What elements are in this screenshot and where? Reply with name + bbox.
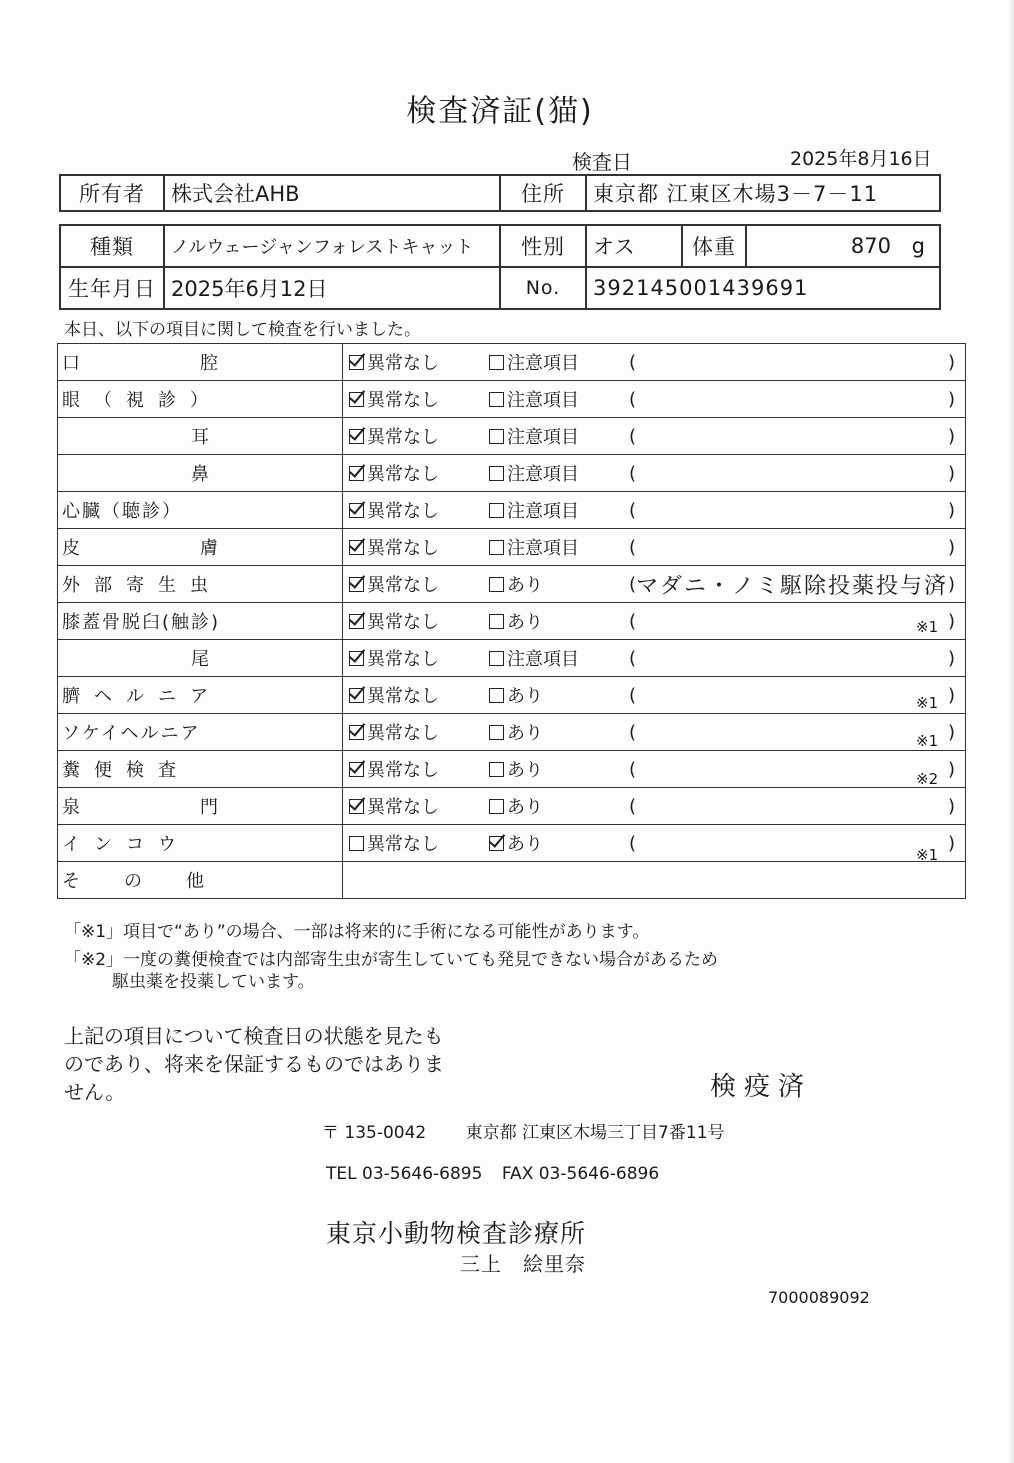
exam-row [58, 714, 966, 751]
option-normal[interactable] [343, 830, 489, 856]
exam-item-name [58, 862, 343, 899]
option-normal[interactable] [343, 349, 489, 375]
note-2: 「※2」一度の糞便検査では内部寄生虫が寄生していても発見できない場合があるため [64, 950, 719, 970]
exam-item-options [343, 640, 966, 677]
option-normal-label: 異常なし [367, 723, 439, 744]
open-paren: ( [629, 610, 637, 632]
exam-item-name [58, 381, 343, 418]
remarks-field[interactable] [619, 537, 965, 558]
exam-item-options [343, 751, 966, 788]
exam-item-name [58, 640, 343, 677]
owner-table [59, 174, 941, 212]
checkbox-icon[interactable] [349, 614, 364, 629]
exam-item-options [343, 529, 966, 566]
option-normal-label: 異常なし [367, 390, 439, 411]
remarks-field[interactable] [619, 426, 965, 447]
exam-row [58, 751, 966, 788]
option-attention[interactable] [489, 756, 619, 782]
exam-item-options [343, 788, 966, 825]
breed-label: 種類 [60, 225, 164, 267]
option-normal-label: 異常なし [367, 612, 439, 633]
owner-value: 株式会社AHB [164, 175, 500, 211]
checkbox-icon[interactable] [489, 429, 504, 444]
checkbox-icon[interactable] [349, 836, 364, 851]
exam-item-options [343, 677, 966, 714]
exam-row [58, 418, 966, 455]
exam-item-label: 鼻 [191, 464, 209, 485]
remarks-field[interactable] [619, 833, 965, 854]
open-paren: ( [629, 388, 637, 410]
vet-name: 三上 絵里奈 [460, 1252, 586, 1276]
exam-item-options [343, 455, 966, 492]
note-1: 「※1」項目で“あり”の場合、一部は将来的に手術になる可能性があります。 [64, 922, 650, 942]
exam-item-options [343, 418, 966, 455]
exam-item-name [58, 677, 343, 714]
option-attention-label: あり [507, 612, 543, 633]
exam-item-label: ソケイヘルニア [62, 723, 201, 744]
owner-label: 所有者 [60, 175, 164, 211]
option-normal[interactable] [343, 571, 489, 597]
footnote-mark: ※1 [916, 618, 939, 636]
option-attention[interactable] [489, 608, 619, 634]
exam-row [58, 603, 966, 640]
exam-item-label: 口腔 [62, 353, 338, 374]
exam-item-options [343, 492, 966, 529]
checkbox-icon[interactable] [489, 577, 504, 592]
option-normal[interactable] [343, 534, 489, 560]
exam-item-name [58, 603, 343, 640]
close-paren: ) [948, 351, 956, 373]
option-normal[interactable] [343, 460, 489, 486]
exam-item-options [343, 603, 966, 640]
exam-item-options [343, 344, 966, 381]
checkbox-icon[interactable] [489, 466, 504, 481]
option-attention-label: あり [507, 797, 543, 818]
checkbox-icon[interactable] [489, 540, 504, 555]
number-value: 392145001439691 [586, 267, 940, 309]
note-3: 駆虫薬を投薬しています。 [112, 972, 315, 992]
remarks-text: マダニ・ノミ駆除投薬投与済 [636, 573, 949, 599]
option-normal-label: 異常なし [367, 427, 439, 448]
animal-table [59, 224, 941, 310]
checkbox-icon[interactable] [349, 355, 364, 370]
option-attention-label: 注意項目 [507, 649, 579, 670]
checkbox-icon[interactable] [349, 503, 364, 518]
sex-label: 性別 [500, 225, 586, 267]
exam-table [57, 343, 966, 899]
checkbox-icon[interactable] [349, 466, 364, 481]
checkbox-icon[interactable] [349, 688, 364, 703]
option-normal[interactable] [343, 608, 489, 634]
exam-item-label: 尾 [191, 649, 209, 670]
option-normal[interactable] [343, 423, 489, 449]
intro-text: 本日、以下の項目に関して検査を行いました。 [64, 320, 421, 340]
document-number: 7000089092 [768, 1288, 870, 1307]
option-attention-label: 注意項目 [507, 464, 579, 485]
open-paren: ( [629, 573, 637, 595]
exam-item-label: 外部寄生虫 [62, 575, 222, 596]
option-attention[interactable] [489, 386, 619, 412]
number-label: No. [500, 267, 586, 309]
option-normal-label: 異常なし [367, 501, 439, 522]
clinic-postal-address [322, 1118, 725, 1143]
exam-row [58, 344, 966, 381]
breed-value: ノルウェージャンフォレストキャット [164, 225, 500, 267]
address-label: 住所 [500, 175, 586, 211]
other-label-text: その他 [62, 871, 248, 892]
checkbox-icon[interactable] [349, 799, 364, 814]
exam-item-name [58, 714, 343, 751]
remarks-field[interactable] [619, 352, 965, 373]
close-paren: ) [948, 499, 956, 521]
option-normal-label: 異常なし [367, 649, 439, 670]
open-paren: ( [629, 647, 637, 669]
option-attention-label: あり [507, 686, 543, 707]
quarantine-stamp: 検疫済 [710, 1072, 813, 1102]
remarks-field[interactable] [619, 648, 965, 669]
option-attention[interactable] [489, 460, 619, 486]
exam-item-label: 心臓（聴診） [62, 501, 182, 522]
exam-row [58, 677, 966, 714]
exam-item-label: 眼（視診） [62, 390, 222, 411]
exam-row [58, 788, 966, 825]
close-paren: ) [948, 610, 956, 632]
option-normal[interactable] [343, 682, 489, 708]
birth-label: 生年月日 [60, 267, 164, 309]
checkbox-icon[interactable] [349, 429, 364, 444]
exam-item-name [58, 455, 343, 492]
option-attention-label: 注意項目 [507, 390, 579, 411]
close-paren: ) [948, 758, 956, 780]
address-value: 東京都 江東区木場3－7－11 [586, 175, 940, 211]
checkbox-icon[interactable] [489, 725, 504, 740]
remarks-field[interactable] [619, 685, 965, 706]
open-paren: ( [629, 795, 637, 817]
open-paren: ( [629, 499, 637, 521]
exam-item-options [343, 825, 966, 862]
exam-row [58, 825, 966, 862]
clinic-address: 東京都 江東区木場三丁目7番11号 [465, 1123, 725, 1143]
document-title: 検査済証(猫) [406, 94, 594, 129]
close-paren: ) [948, 573, 956, 595]
option-normal-label: 異常なし [367, 834, 439, 855]
checkbox-icon[interactable] [489, 762, 504, 777]
open-paren: ( [629, 758, 637, 780]
exam-item-name [58, 825, 343, 862]
weight-label: 体重 [682, 225, 746, 267]
option-attention-label: 注意項目 [507, 353, 579, 374]
close-paren: ) [948, 536, 956, 558]
option-normal-label: 異常なし [367, 686, 439, 707]
exam-item-options [343, 381, 966, 418]
option-attention[interactable] [489, 719, 619, 745]
checkbox-icon[interactable] [349, 392, 364, 407]
option-normal-label: 異常なし [367, 464, 439, 485]
remarks-field[interactable] [619, 722, 965, 743]
checkbox-icon[interactable] [489, 688, 504, 703]
option-normal-label: 異常なし [367, 797, 439, 818]
exam-item-name [58, 566, 343, 603]
open-paren: ( [629, 425, 637, 447]
option-attention[interactable] [489, 645, 619, 671]
footnote-mark: ※1 [916, 694, 939, 712]
exam-item-name [58, 344, 343, 381]
exam-item-label: 臍ヘルニア [62, 686, 222, 707]
exam-date-label: 検査日 [572, 150, 632, 174]
exam-item-label: 皮膚 [62, 538, 338, 559]
option-normal[interactable] [343, 756, 489, 782]
weight-unit: g [911, 234, 925, 258]
remarks-field[interactable] [619, 500, 965, 521]
option-attention[interactable] [489, 423, 619, 449]
exam-item-options [343, 566, 966, 603]
option-attention[interactable] [489, 349, 619, 375]
option-attention-label: 注意項目 [507, 427, 579, 448]
postal-code: 〒 135-0042 [322, 1123, 427, 1143]
exam-item-label: インコウ [62, 834, 190, 855]
disclaimer: 上記の項目について検査日の状態を見たものであり、将来を保証するものではありません。 [64, 1024, 444, 1104]
close-paren: ) [948, 388, 956, 410]
checkbox-icon[interactable] [349, 762, 364, 777]
clinic-name: 東京小動物検査診療所 [326, 1219, 587, 1248]
open-paren: ( [629, 684, 637, 706]
option-attention-label: 注意項目 [507, 501, 579, 522]
option-attention-label: あり [507, 760, 543, 781]
footnote-mark: ※2 [916, 770, 939, 788]
option-attention[interactable] [489, 497, 619, 523]
remarks-field[interactable] [619, 569, 965, 600]
footnote-mark: ※1 [916, 846, 939, 864]
exam-item-label: 耳 [191, 427, 209, 448]
weight-cell [746, 225, 940, 267]
checkbox-icon[interactable] [489, 651, 504, 666]
option-attention[interactable] [489, 534, 619, 560]
exam-item-name [58, 492, 343, 529]
option-normal-label: 異常なし [367, 538, 439, 559]
checkbox-icon[interactable] [489, 355, 504, 370]
exam-item-label: 膝蓋骨脱臼(触診) [62, 612, 221, 633]
exam-row-other [58, 862, 966, 899]
open-paren: ( [629, 536, 637, 558]
close-paren: ) [948, 832, 956, 854]
remarks-field[interactable] [619, 611, 965, 632]
option-normal[interactable] [343, 719, 489, 745]
other-field[interactable] [343, 862, 966, 899]
checkbox-icon[interactable] [489, 503, 504, 518]
checkbox-icon[interactable] [349, 577, 364, 592]
option-normal[interactable] [343, 645, 489, 671]
option-attention-label: 注意項目 [507, 538, 579, 559]
option-attention-label: あり [507, 723, 543, 744]
close-paren: ) [948, 795, 956, 817]
option-attention[interactable] [489, 571, 619, 597]
birth-value: 2025年6月12日 [164, 267, 500, 309]
exam-row [58, 455, 966, 492]
page-edge [1008, 0, 1014, 1463]
exam-item-name [58, 418, 343, 455]
option-attention-label: あり [507, 834, 543, 855]
option-normal-label: 異常なし [367, 353, 439, 374]
exam-row [58, 566, 966, 603]
exam-row [58, 492, 966, 529]
footnote-mark: ※1 [916, 732, 939, 750]
close-paren: ) [948, 684, 956, 706]
exam-item-label: 糞便検査 [62, 760, 190, 781]
checkbox-icon[interactable] [349, 540, 364, 555]
checkbox-icon[interactable] [489, 836, 504, 851]
open-paren: ( [629, 832, 637, 854]
option-normal-label: 異常なし [367, 575, 439, 596]
remarks-field[interactable] [619, 796, 965, 817]
option-normal-label: 異常なし [367, 760, 439, 781]
contact-line [326, 1164, 659, 1184]
remarks-field[interactable] [619, 759, 965, 780]
close-paren: ) [948, 425, 956, 447]
exam-item-name [58, 788, 343, 825]
checkbox-icon[interactable] [349, 651, 364, 666]
open-paren: ( [629, 721, 637, 743]
sex-value: オス [586, 225, 682, 267]
exam-item-options [343, 714, 966, 751]
checkbox-icon[interactable] [489, 614, 504, 629]
open-paren: ( [629, 462, 637, 484]
tel-number: TEL 03-5646-6895 [326, 1164, 483, 1184]
option-normal[interactable] [343, 793, 489, 819]
exam-row [58, 529, 966, 566]
exam-row [58, 640, 966, 677]
exam-row [58, 381, 966, 418]
exam-item-label: 泉門 [62, 797, 338, 818]
exam-date-value: 2025年8月16日 [790, 148, 932, 170]
option-normal[interactable] [343, 497, 489, 523]
close-paren: ) [948, 647, 956, 669]
exam-item-name [58, 529, 343, 566]
other-label [62, 867, 338, 893]
option-normal[interactable] [343, 386, 489, 412]
close-paren: ) [948, 462, 956, 484]
option-attention[interactable] [489, 830, 619, 856]
checkbox-icon[interactable] [489, 799, 504, 814]
remarks-field[interactable] [619, 389, 965, 410]
option-attention[interactable] [489, 793, 619, 819]
checkbox-icon[interactable] [489, 392, 504, 407]
open-paren: ( [629, 351, 637, 373]
close-paren: ) [948, 721, 956, 743]
exam-item-name [58, 751, 343, 788]
remarks-field[interactable] [619, 463, 965, 484]
option-attention-label: あり [507, 575, 543, 596]
fax-number: FAX 03-5646-6896 [501, 1164, 660, 1184]
checkbox-icon[interactable] [349, 725, 364, 740]
weight-value: 870 [850, 234, 891, 258]
option-attention[interactable] [489, 682, 619, 708]
